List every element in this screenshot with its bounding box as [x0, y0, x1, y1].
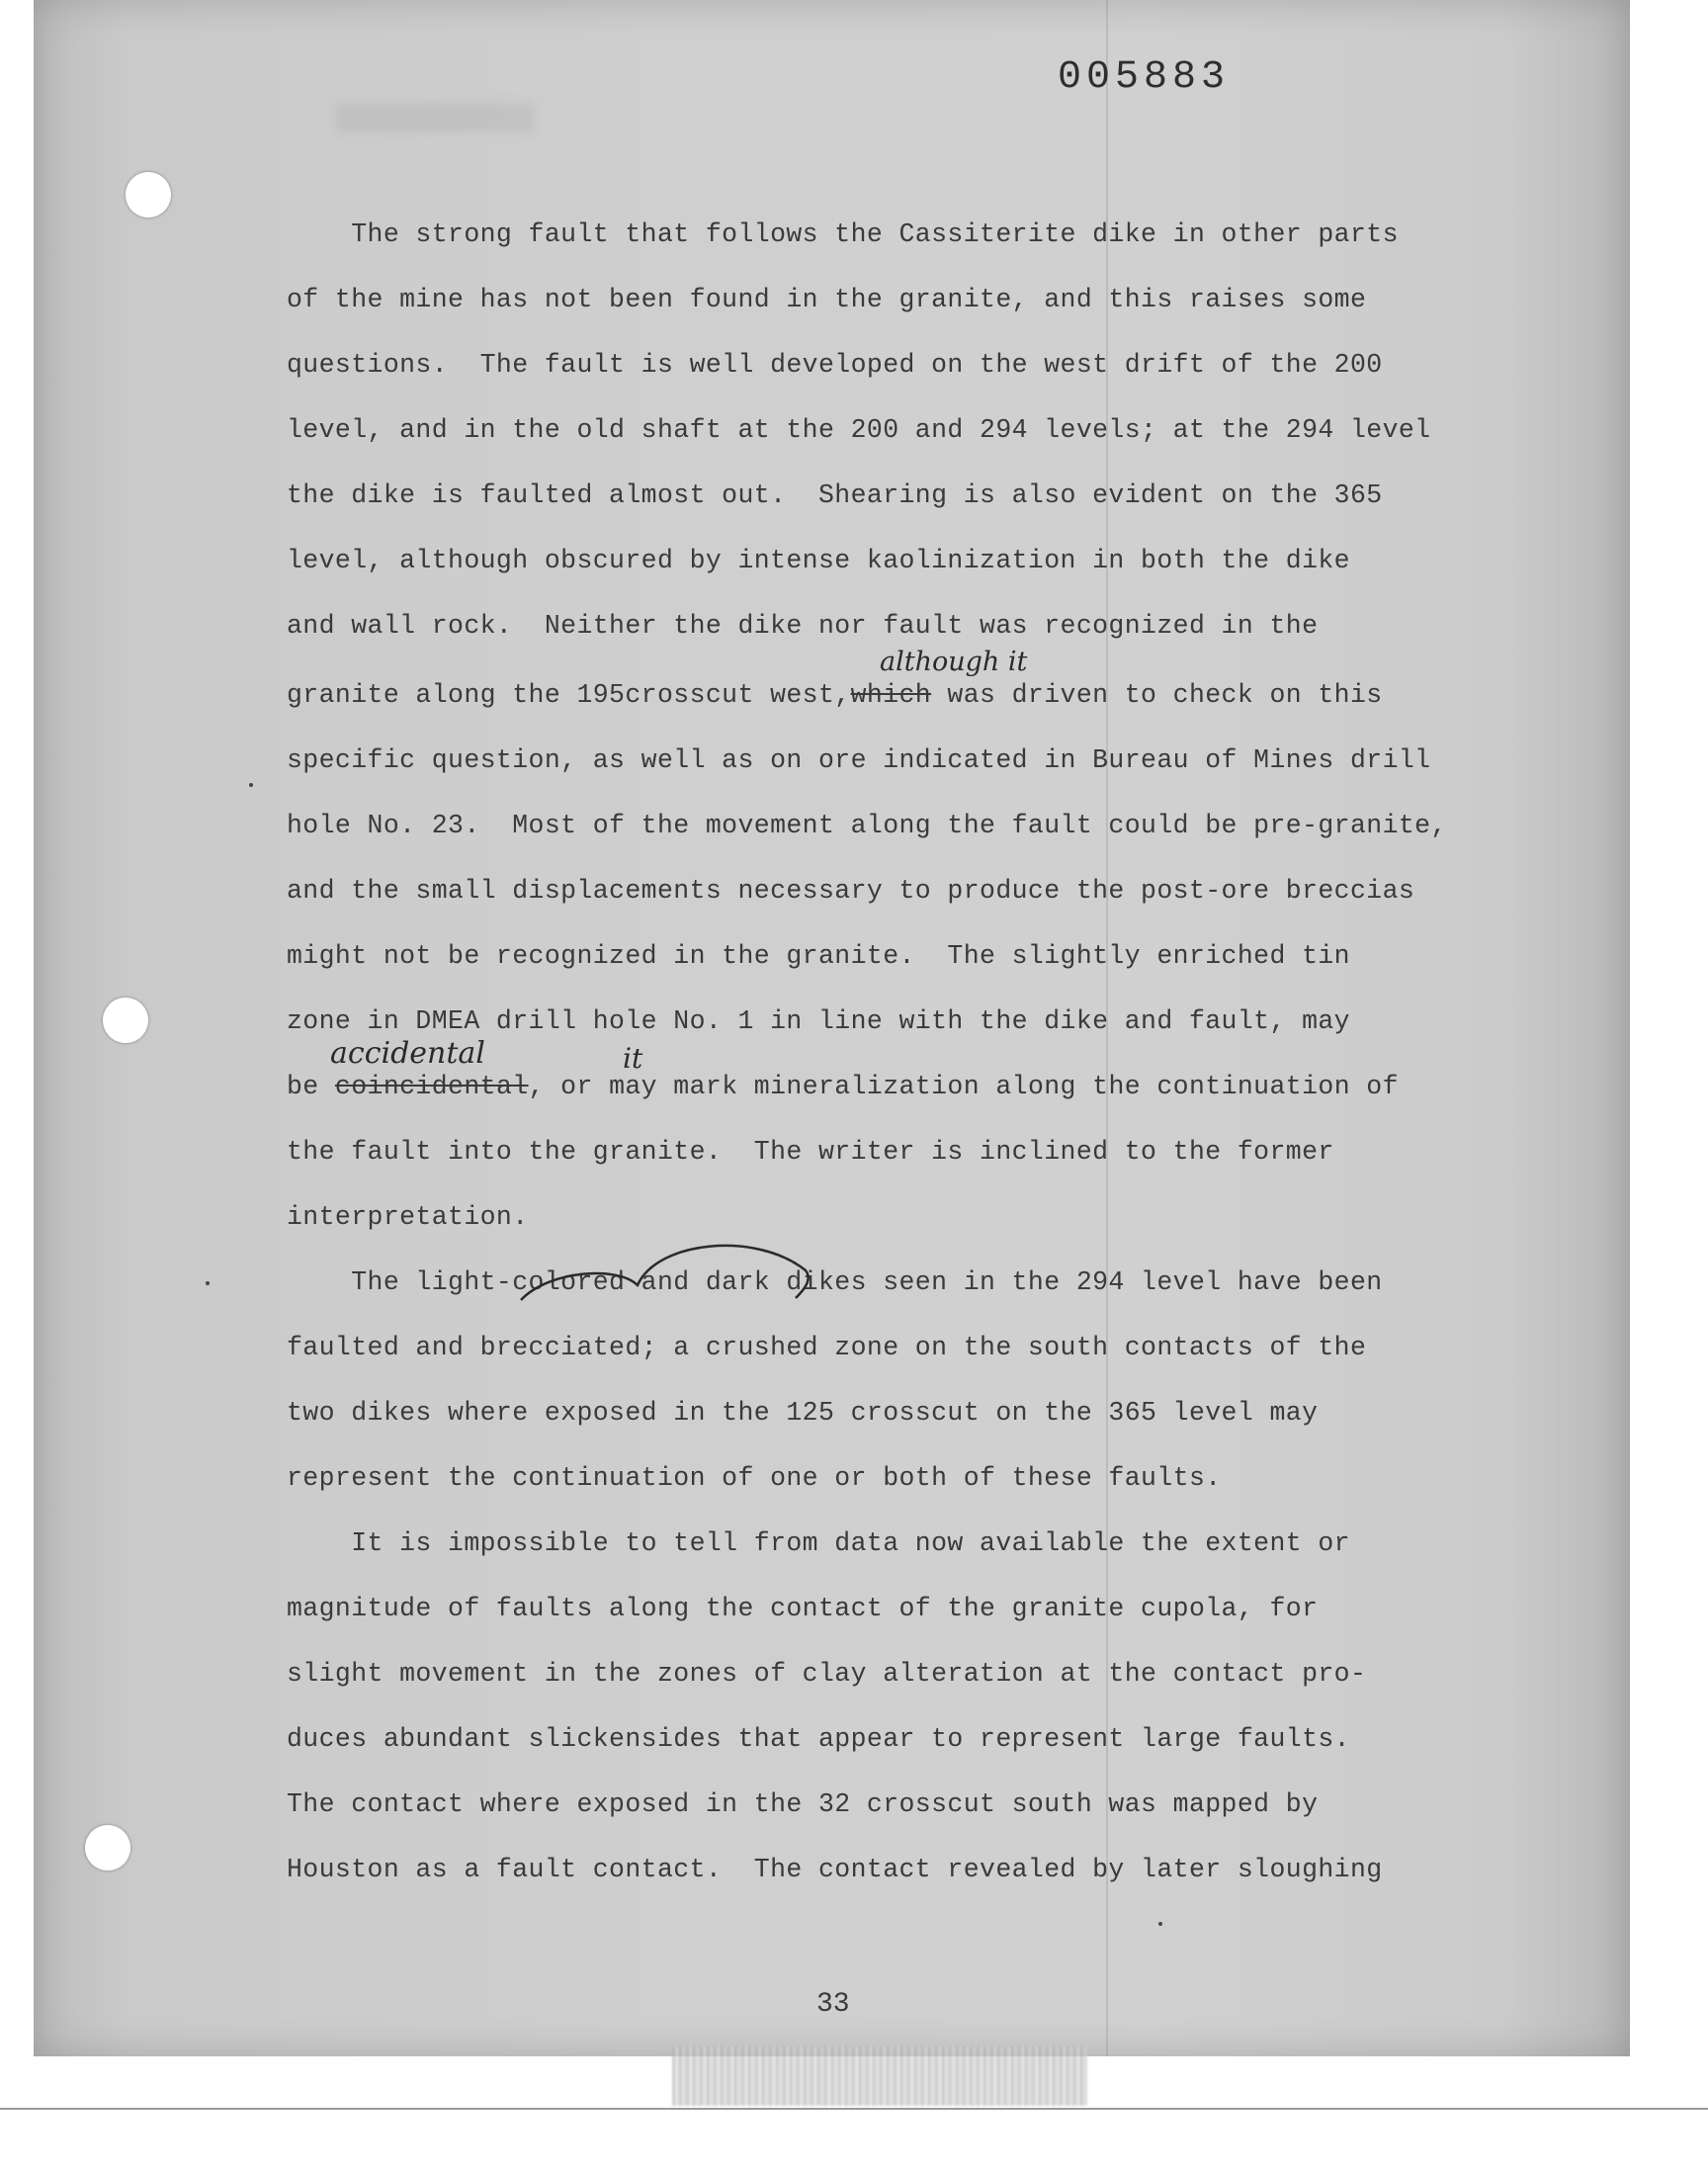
text-line: level, and in the old shaft at the 200 and 294 levels; at the 294 level [287, 415, 1431, 445]
text-fragment: , or may mark mineralization along the continuation of [528, 1072, 1399, 1101]
speck [206, 1281, 210, 1285]
punch-hole [103, 998, 148, 1043]
text-line: duces abundant slickensides that appear to represent large faults. [287, 1724, 1350, 1754]
text-line: two dikes where exposed in the 125 crosscut on the 365 level may [287, 1398, 1319, 1428]
text-line: The strong fault that follows the Cassiterite dike in other parts [287, 219, 1399, 249]
text-line: questions. The fault is well developed on the west drift of the 200 [287, 350, 1383, 380]
handwritten-transpose-mark [509, 1231, 825, 1310]
text-line: faulted and brecciated; a crushed zone on the south contacts of the [287, 1333, 1367, 1362]
handwritten-insertion: accidental [330, 1036, 485, 1071]
text-line: hole No. 23. Most of the movement along the fault could be pre-granite, [287, 811, 1447, 840]
text-line: zone in DMEA drill hole No. 1 in line with the dike and fault, may [287, 1006, 1350, 1036]
punch-hole [85, 1825, 130, 1870]
struck-word: which [850, 680, 932, 710]
document-number: 005883 [1058, 55, 1231, 100]
text-line: and the small displacements necessary to produce the post-ore breccias [287, 876, 1415, 906]
text-line: the dike is faulted almost out. Shearing is also evident on the 365 [287, 480, 1383, 510]
handwritten-insertion: it [623, 1042, 643, 1075]
page-edge-line [0, 2108, 1708, 2110]
punch-hole [126, 172, 171, 218]
speck [1158, 1922, 1162, 1926]
text-line: specific question, as well as on ore indicated in Bureau of Mines drill [287, 745, 1431, 775]
text-line: The contact where exposed in the 32 crosscut south was mapped by [287, 1789, 1319, 1819]
text-fragment: granite along the 195crosscut west, [287, 680, 851, 710]
handwritten-insertion: although it [880, 647, 1028, 677]
text-line: level, although obscured by intense kaolinization in both the dike [287, 546, 1350, 575]
speck [249, 783, 253, 787]
text-line-edited [287, 1072, 1399, 1101]
text-line: and wall rock. Neither the dike nor fault was recognized in the [287, 611, 1319, 641]
text-line: represent the continuation of one or both of these faults. [287, 1463, 1222, 1493]
text-fragment: was driven to check on this [931, 680, 1383, 710]
text-line: The light-colored and dark dikes seen in the 294 level have been [287, 1267, 1383, 1297]
text-line: interpretation. [287, 1202, 529, 1232]
bleed-through-mark [336, 103, 534, 132]
text-line: might not be recognized in the granite. The slightly enriched tin [287, 941, 1350, 971]
text-line: It is impossible to tell from data now available the extent or [287, 1528, 1350, 1558]
text-line: the fault into the granite. The writer is inclined to the former [287, 1137, 1334, 1167]
page-number: 33 [816, 1989, 850, 2020]
text-line: magnitude of faults along the contact of the granite cupola, for [287, 1594, 1319, 1623]
text-fragment: be [287, 1072, 319, 1101]
text-line-edited [287, 680, 1383, 710]
text-line: Houston as a fault contact. The contact revealed by later sloughing [287, 1855, 1383, 1884]
text-line: of the mine has not been found in the granite, and this raises some [287, 285, 1367, 314]
text-line: slight movement in the zones of clay alteration at the contact pro- [287, 1659, 1367, 1689]
scan-artifact [672, 2046, 1087, 2106]
struck-word: coincidental [334, 1072, 529, 1101]
